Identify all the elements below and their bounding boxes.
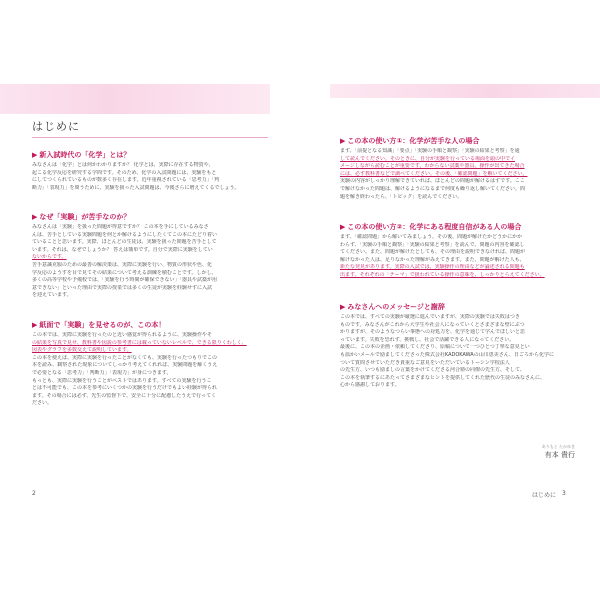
body-line: ついて質問させていただき貴重なご意見をいただいているトーシン学校法人 [340,359,510,366]
body-line: 多くの高等学校や予備校では、「実験を行う時間が確保できない」「器具や試薬が用 [32,277,218,284]
section-heading: 新入試時代の「化学」とは？ [39,151,131,159]
body-line: 学反応のようすを目で見てその結果について考える訓練を積むことです。しかし、 [32,269,217,276]
page-running-title: はじめに [532,492,557,499]
body-line: 断力」「表現力」を問うために、実験を扱った入試問題は、今後さらに増えてくるでしょう。 [32,184,240,191]
body-line: で必要となる「思考力」「判断力」「表現力」が身につきます。 [32,369,172,376]
body-line: もっとも、実際に実験を行うことがベストではあります。すべての実験を行うこ [32,377,212,384]
body-line: 心から感謝しております。 [340,382,400,389]
arrow-icon: ▶ [32,213,38,221]
body-line: の先生方、いつも励ましの言葉をかけてくださる河合塾の同僚の先生方、そして、 [340,367,525,374]
body-line: まず、「確認問題」から解いてみましょう。その後、問題が解けたかどうかにかか [340,234,523,240]
body-line: して読んでください。そのときに、自分が実験を行っている場面を頭の中でイ [340,155,516,162]
body-line: にしてつくられているものが数多く存在します。近年重視されている「思考力」「判 [32,177,220,184]
body-line: 出ます。それぞれの「テーマ」で扱われている操作の意味を、しっかりとらえてください。 [340,271,545,278]
body-line: この本では、すべての実験が厳選に進んでいますが、実際の実験では失敗はつき [340,314,520,320]
body-line: まず、「前提となる知識」「要点」「実験の手順と観察」「実験の結果と考察」を通 [340,148,520,154]
body-line: この本では、実際に実験を行ったのと近い感覚が得られるように、実験操作やそ [32,332,213,338]
body-line: います。それは、なぜでしょうか？ 答えは簡単です。自分で実際に実験をしてい [32,246,213,253]
arrow-icon: ▶ [32,151,38,159]
body-line: 実験の内容がしっかり理解できていれば、ほとんどの問題が解けるはずです。ここ [340,178,525,185]
body-line: で解けなかった問題は、解けるようになるまで何度も繰り返し解いてください。問 [340,185,526,192]
body-line: を迎えています。 [32,292,72,299]
body-line: かりますが、そのようなつらい事態への対処力を、化学を通じて学んでほしいと思 [340,329,526,336]
section-heading: なぜ「実験」が苦手なのか？ [39,213,131,221]
page-number-left: 2 [32,490,36,497]
section-how-to-use-1 [340,136,576,201]
body-line: みなさんは「化学」とは何かわかりますか？ 化学とは、実際に存在する物質や、 [32,162,214,168]
body-line: 図表やグラフを多数交えて説明しています。 [32,347,132,354]
section-heading: 紙面で「実験」を見せるのが、この本！ [39,321,166,329]
section-heading: みなさんへのメッセージと謝辞 [347,303,445,311]
body-line: 意できない」といった理由で実際の授業では多くの生徒が実験を経験せずに入試 [32,284,213,291]
body-line: 起こる化学反応を研究する学問です。そのため、化学の入試問題には、実験をもと [32,169,217,176]
page-number-right: 3 [562,490,566,497]
author-name: 有本 貴行 [544,451,575,459]
body-line: ないからです。 [32,254,67,261]
body-line: の結果を写真で見せ、教科書や図説の参考書には載っていないレベルで、できる限りくわしく、 [32,339,247,346]
body-line: この本を執筆するにあたってさまざまなヒントを提供してくれた歴代の生徒のみなさんに、 [340,374,546,381]
body-line: 解けなかった人は、足りなかった理解がみえてきます。また、問題が解けた人も、 [340,256,525,263]
section-show-experiments [32,320,268,408]
section-heading: この本の使い方①：化学が苦手な人の場合 [347,137,480,145]
section-message-thanks [340,302,576,390]
body-line: 最後に、この本の企画・依頼してくださり、原稿について一つひとつ丁寧な意見とい [340,344,530,351]
page-title: はじめに [32,120,80,133]
body-line: 苦手意識克服のための最善の解決策は、実際に実験を行い、物質の形状や色、化 [32,261,213,268]
author-signature [527,444,575,460]
body-line: わらず、「実験の手順と観察」「実験の結果と考察」を読んで、問題の内容を確認し [340,241,525,248]
body-line: この本を使えば、実際に実験を行ったことがなくても、実験を行ったつもりでこの [32,354,218,361]
arrow-icon: ▶ [340,223,346,231]
body-line: っています。失敗を恐れず、挑戦し、社会で活躍できる人になってください。 [340,336,515,343]
body-line: も温かいメールで励ましてくださった株式会社KADOKAWAの山川恵美さん、日ごろから化学に [340,351,555,358]
header-decoration-left [0,84,270,114]
section-heading: この本の使い方②：化学にある程度自信がある人の場合 [347,223,522,231]
body-line: んは、苦手としている実験問題を何とか解けるようにしたくてこの本にたどり着い [32,231,218,238]
body-line: 新たな発見があります。実際の入試では、実験操作の理由などが論述される問題も [340,264,525,271]
section-how-to-use-2 [340,222,576,280]
body-line: ます。その場合には必ず、先生の監督下で、安全に十分に配慮したうえで行ってく [32,392,217,399]
body-line: とは不可能でも、この本を参考にいくつかの実験を行うだけでもよい経験が得られ [32,385,218,392]
arrow-icon: ▶ [32,321,38,329]
title-rule [32,137,268,138]
section-new-exam-era [32,150,268,192]
body-line: 題を解き終わったら、「トピック」を読んでください。 [340,193,463,200]
section-why-experiments-hard [32,212,268,300]
body-line: 本を読み、観察された現象についてしっかり考えてくれれば、実験問題を解くうえ [32,362,218,369]
body-line: ものです。みなさんがこれから大学生や社会人になっていくとさまざまな壁にぶつ [340,321,525,328]
body-line: には、必ず教科書などで調べてください。その後、「確認問題」を解いてください。 [340,170,528,177]
body-line: ていることと思います。実際、ほとんどの生徒は、実験を扱った問題を苦手として [32,239,217,246]
author-ruby: ありもと たかゆき [541,444,575,449]
body-line: てください。また、問題が解けたとしても、その理由を説明できなければ、問題が [340,249,526,256]
arrow-icon: ▶ [340,137,346,145]
header-decoration-right [330,84,600,98]
body-line: みなさんは「実験」を扱った問題が得意ですか？ この本を手にしているみなさ [32,224,209,230]
arrow-icon: ▶ [340,303,346,311]
body-line: ださい。 [32,400,53,407]
body-line: メージしながら読むことが重要です。わからない試薬や器具、操作が出てきた場合 [340,163,525,170]
